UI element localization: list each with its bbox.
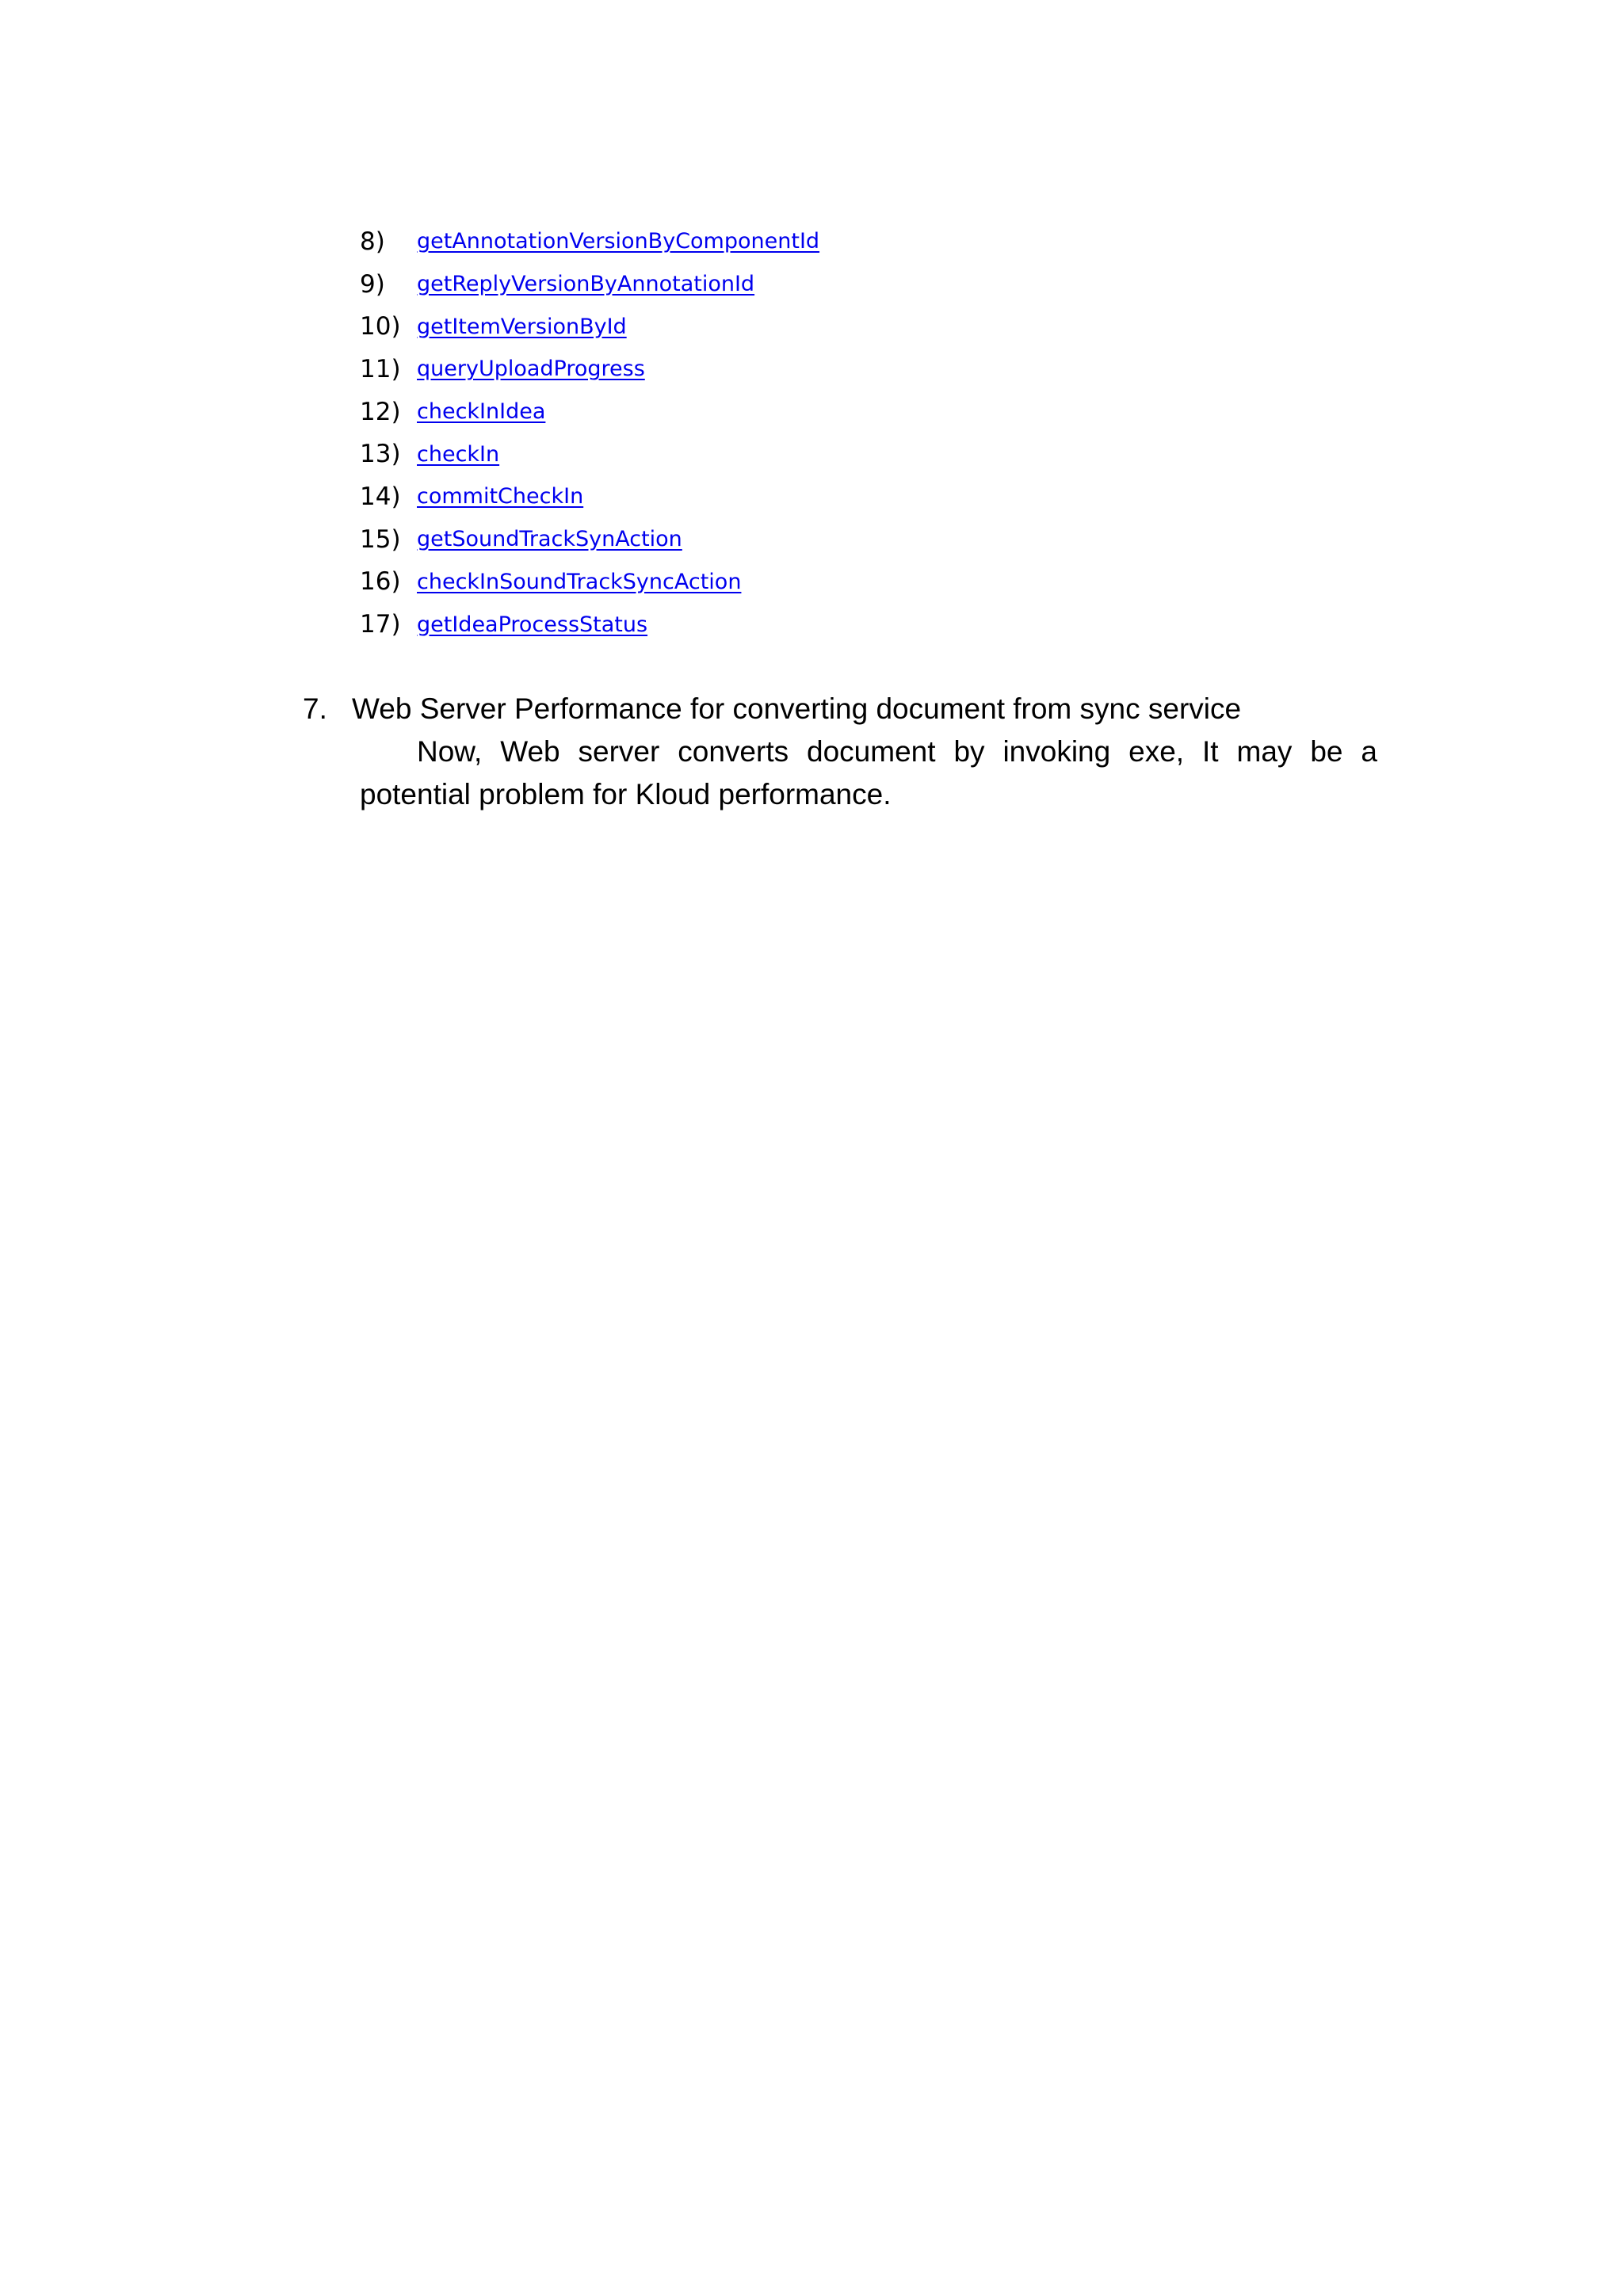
api-link-getreplyversionbyannotationid[interactable]: getReplyVersionByAnnotationId [417,272,755,297]
list-item-number: 15) [360,524,401,554]
api-link-queryuploadprogress[interactable]: queryUploadProgress [417,357,645,382]
list-item-number: 10) [360,312,401,341]
list-item-number: 9) [360,269,385,299]
list-item-number: 16) [360,567,401,597]
api-link-getsoundtracksynaction[interactable]: getSoundTrackSynAction [417,527,682,552]
section-body-paragraph: Now, Web server converts document by invoking exe, It may be a potential problem for Kloud performance. [360,735,1377,810]
section-heading [303,688,1377,730]
list-item [360,433,819,475]
api-link-getitemversionbyid[interactable]: getItemVersionById [417,314,627,339]
list-item [360,518,819,561]
list-item-number: 14) [360,482,401,511]
list-item [360,348,819,391]
list-item-number: 17) [360,610,401,639]
api-link-checkin[interactable]: checkIn [417,441,500,467]
api-link-checkinidea[interactable]: checkInIdea [417,399,546,425]
list-item [360,475,819,518]
list-item-number: 13) [360,440,401,469]
api-method-list [360,220,819,646]
list-item [360,391,819,433]
list-item [360,220,819,263]
list-item-number: 12) [360,397,401,426]
api-link-checkinsoundtracksyncaction[interactable]: checkInSoundTrackSyncAction [417,569,742,594]
list-item-number: 11) [360,354,401,383]
section-title: Web Server Performance for converting document from sync service [352,692,1242,725]
api-link-commitcheckin[interactable]: commitCheckIn [417,484,584,509]
list-item [360,305,819,348]
section-web-server-performance [303,688,1377,816]
api-link-getannotationversionbycomponentid[interactable]: getAnnotationVersionByComponentId [417,229,820,254]
list-item [360,561,819,604]
api-link-getideaprocessstatus[interactable]: getIdeaProcessStatus [417,612,648,637]
list-item [360,263,819,306]
section-number: 7. [303,692,327,725]
list-item-number: 8) [360,227,385,256]
list-item [360,603,819,646]
